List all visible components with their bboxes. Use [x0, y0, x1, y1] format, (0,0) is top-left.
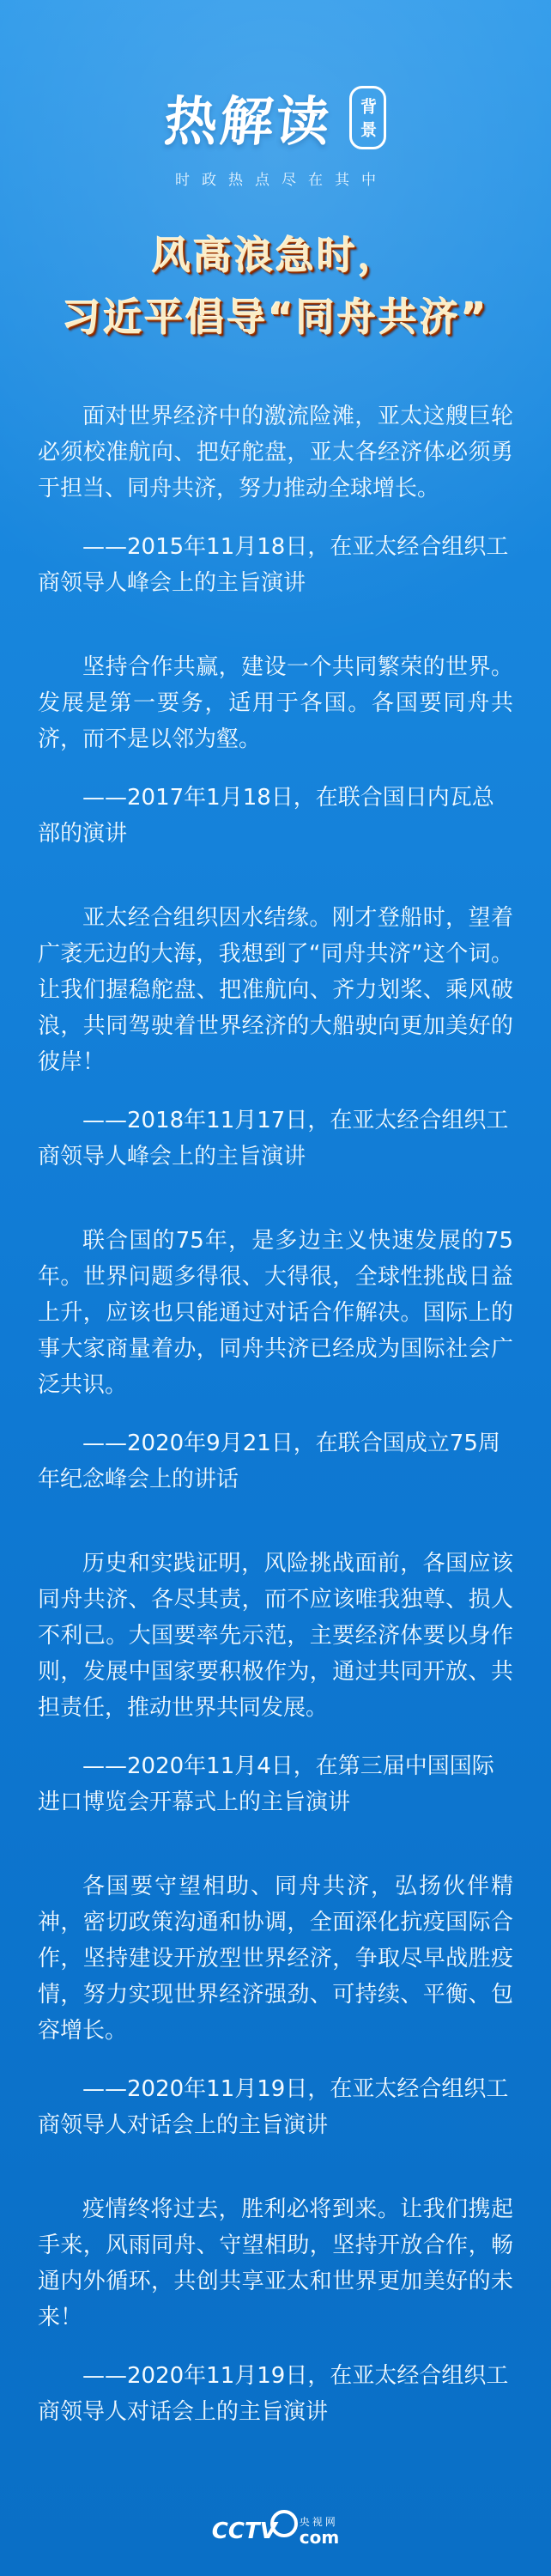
cctv-ring-icon	[270, 2510, 298, 2537]
brand-tagline: 时政热点尽在其中	[175, 172, 388, 189]
quote-source: ——2020年9月21日，在联合国成立75周年纪念峰会上的讲话	[38, 1431, 500, 1492]
cctv-logo-chinese: 央视网	[299, 2515, 338, 2528]
quote-block	[38, 1868, 513, 2143]
quote-source: ——2017年1月18日，在联合国日内瓦总部的演讲	[38, 785, 494, 847]
quote-block	[38, 1546, 513, 1820]
logo-row	[0, 79, 551, 155]
quote-text: 历史和实践证明，风险挑战面前，各国应该同舟共济、各尽其责，而不应该唯我独尊、损人不利己。大国要率先示范，主要经济体要以身作则，发展中国家要积极作为，通过共同开放、共担责任，推动世界共同发展。	[38, 1551, 513, 1721]
quote-source: ——2020年11月19日，在亚太经合组织工商领导人对话会上的主旨演讲	[38, 2363, 509, 2425]
cctv-logo-com: com	[299, 2527, 340, 2548]
quote-block	[38, 398, 513, 601]
quotes-list	[0, 349, 551, 2430]
masthead	[0, 0, 551, 189]
page-title	[0, 225, 551, 349]
quote-block	[38, 649, 513, 852]
quote-source: ——2020年11月4日，在第三届中国国际进口博览会开幕式上的主旨演讲	[38, 1753, 494, 1815]
page-title-line2: 习近平倡导“同舟共济”	[62, 295, 489, 340]
quote-block	[38, 2191, 513, 2430]
quote-text: 亚太经合组织因水结缘。刚才登船时，望着广袤无边的大海，我想到了“同舟共济”这个词。让我们握稳舵盘、把准航向、齐力划桨、乘风破浪，共同驾驶着世界经济的大船驶向更加美好的彼岸！	[38, 905, 513, 1075]
cctv-logo-text: CCTV	[211, 2518, 277, 2545]
background-badge: 背景	[349, 86, 386, 149]
quote-text: 坚持合作共赢，建设一个共同繁荣的世界。发展是第一要务，适用于各国。各国要同舟共济，而不是以邻为壑。	[38, 654, 513, 752]
quote-text: 联合国的75年，是多边主义快速发展的75年。世界问题多得很、大得很，全球性挑战日益上升，应该也只能通过对话合作解决。国际上的事大家商量着办，同舟共济已经成为国际社会广泛共识。	[38, 1228, 513, 1398]
cctv-logo-right	[300, 2517, 339, 2547]
cctv-footer-logo	[0, 2517, 551, 2547]
quote-text: 各国要守望相助、同舟共济，弘扬伙伴精神，密切政策沟通和协调，全面深化抗疫国际合作，坚持建设开放型世界经济，争取尽早战胜疫情，努力实现世界经济强劲、可持续、平衡、包容增长。	[38, 1874, 513, 2044]
quote-source: ——2020年11月19日，在亚太经合组织工商领导人对话会上的主旨演讲	[38, 2076, 509, 2138]
quote-block	[38, 900, 513, 1175]
brand-logo-text: 热解读	[161, 90, 335, 153]
quote-block	[38, 1223, 513, 1498]
page-title-line1: 风高浪急时，	[151, 233, 399, 278]
quote-source: ——2018年11月17日，在亚太经合组织工商领导人峰会上的主旨演讲	[38, 1108, 509, 1170]
quote-source: ——2015年11月18日，在亚太经合组织工商领导人峰会上的主旨演讲	[38, 534, 509, 596]
quote-text: 疫情终将过去，胜利必将到来。让我们携起手来，风雨同舟、守望相助，坚持开放合作，畅通内外循环，共创共享亚太和世界更加美好的未来！	[38, 2196, 513, 2330]
quote-text: 面对世界经济中的激流险滩，亚太这艘巨轮必须校准航向、把好舵盘，亚太各经济体必须勇于担当、同舟共济，努力推动全球增长。	[38, 404, 513, 501]
